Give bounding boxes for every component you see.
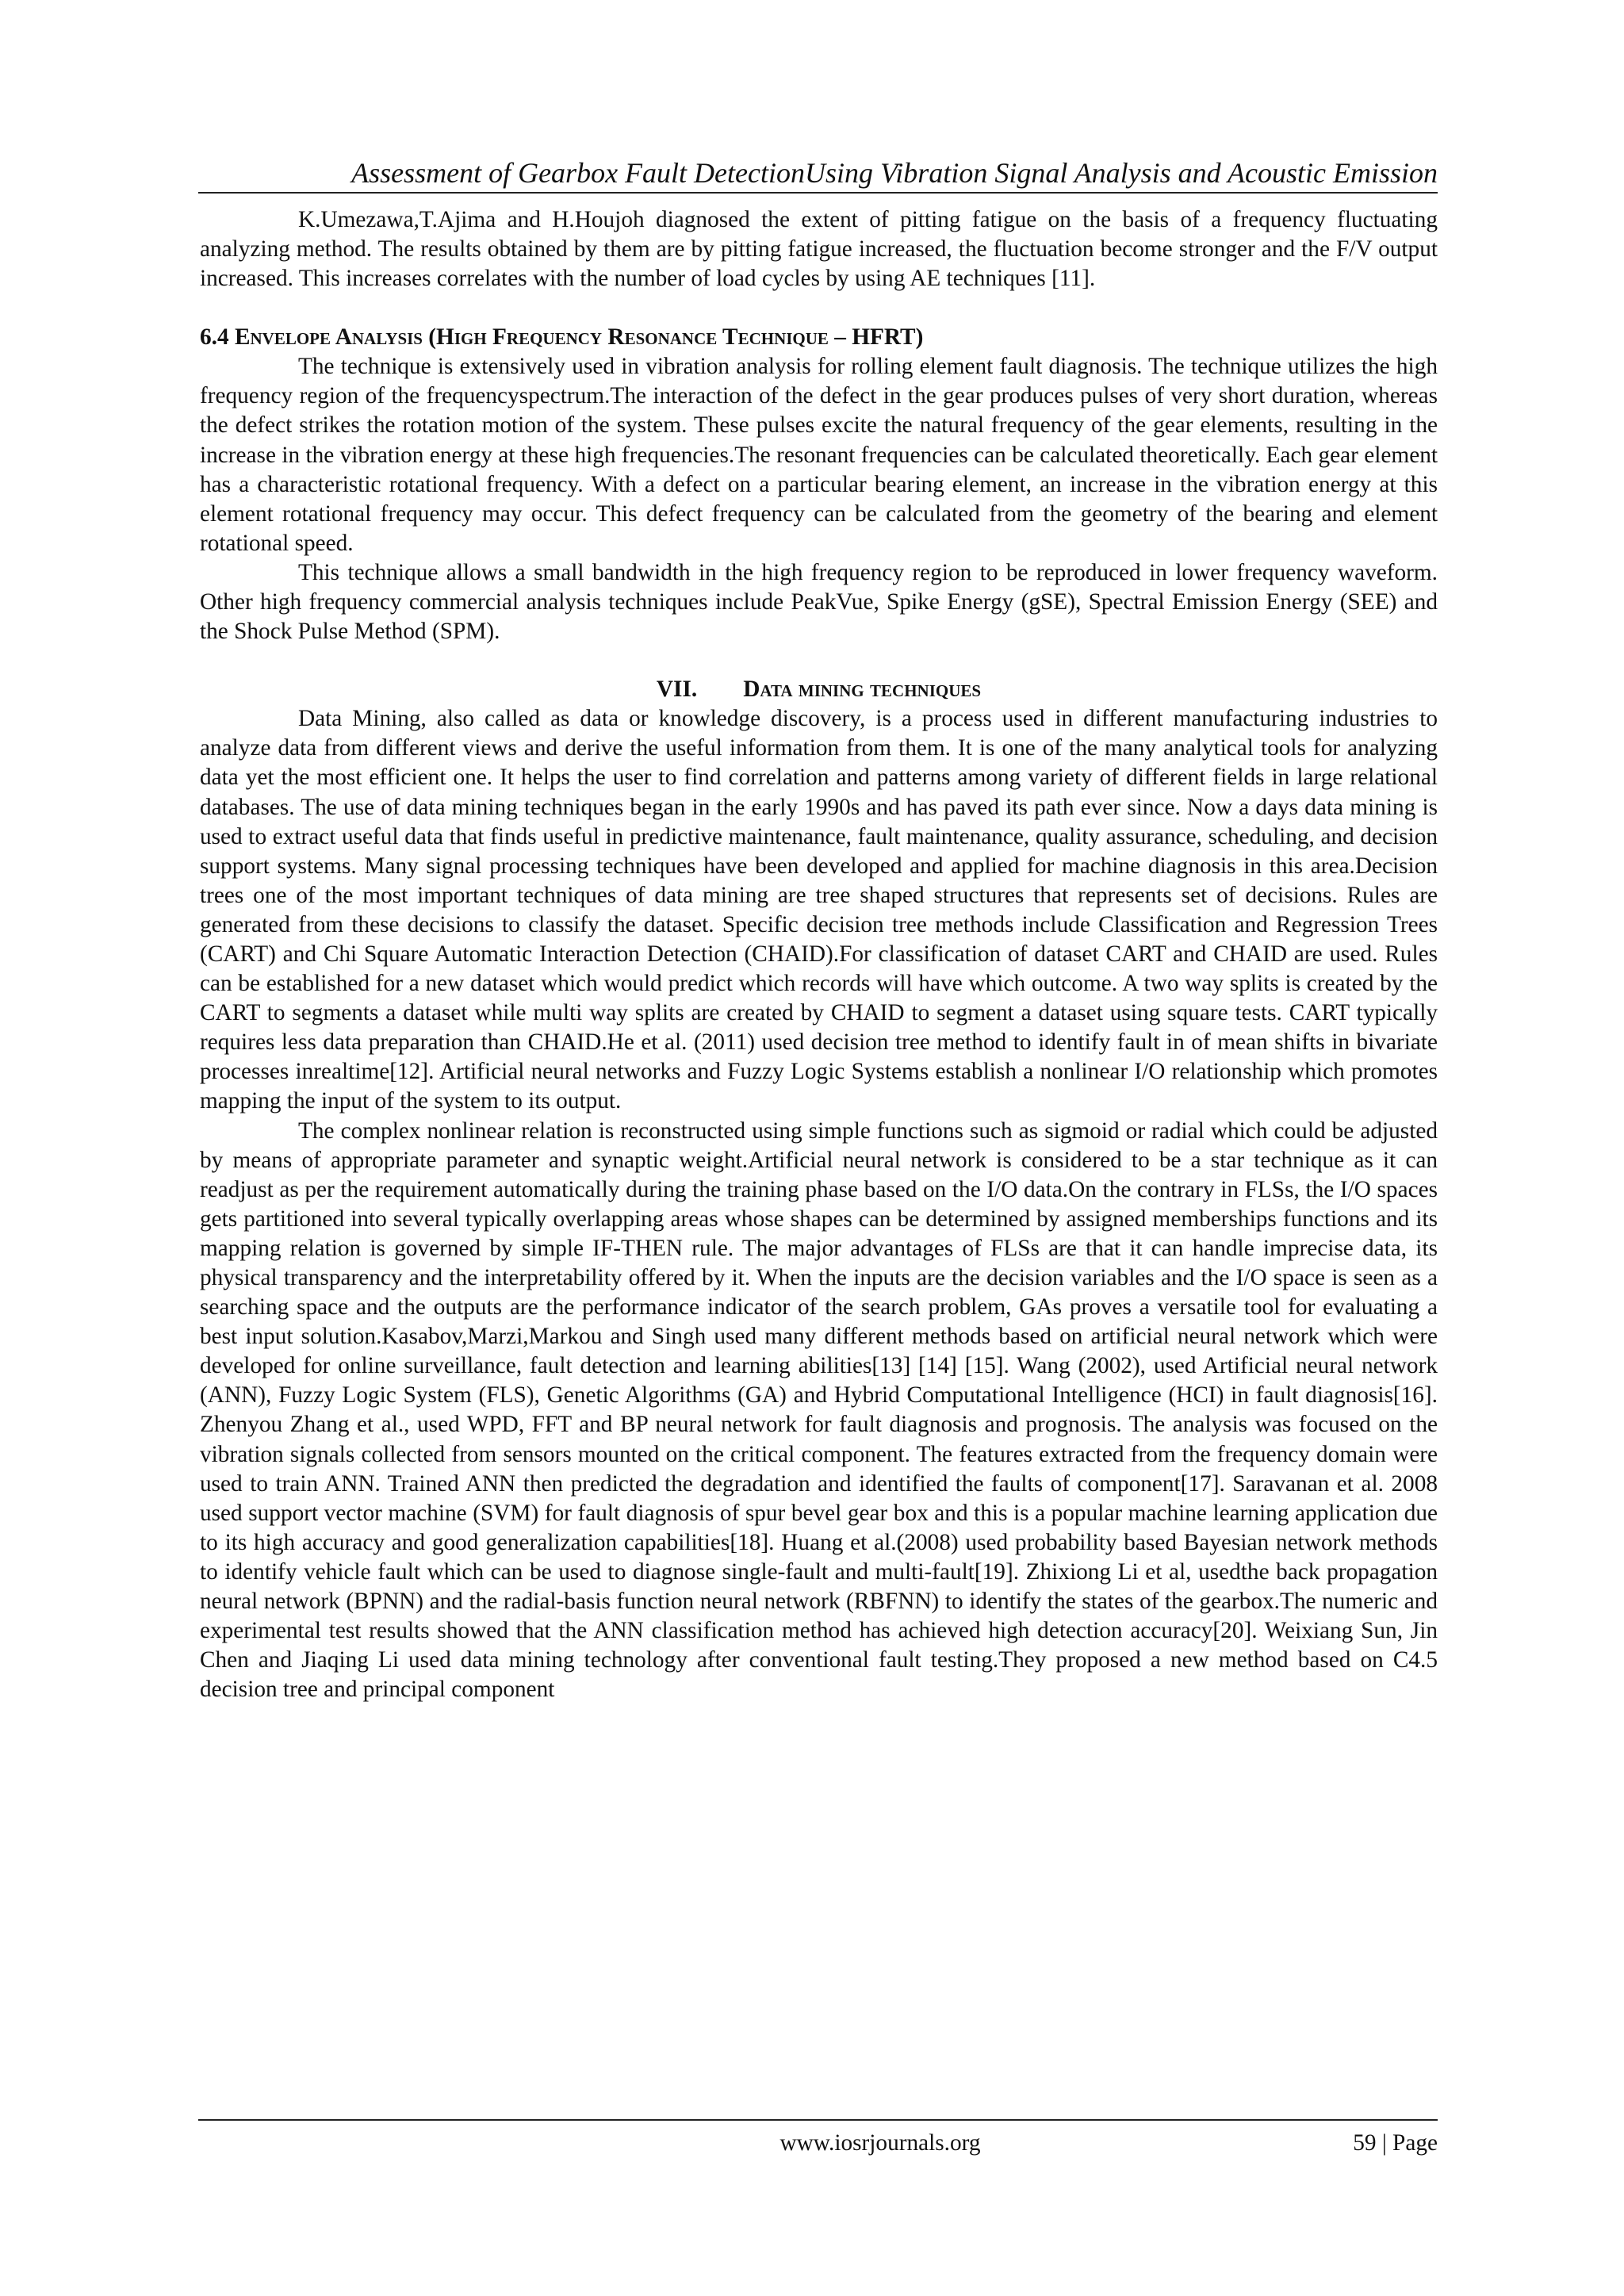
footer-rule xyxy=(198,2119,1438,2121)
paragraph-hfrt-technique: The technique is extensively used in vibration analysis for rolling element fault diagnosis. The technique utilizes the high frequency region of the frequencyspectrum.The interaction of the defect in the gear produces pulses of very short duration, whereas the defect strikes the rotation motion of the system. These pulses excite the natural frequency of the gear elements, resulting in the increase in the vibration energy at these high frequencies.The resonant frequencies can be calculated theoretically. Each gear element has a characteristic rotational frequency. With a defect on a particular bearing element, an increase in the vibration energy at this element rotational frequency may occur. This defect frequency can be calculated from the geometry of the bearing and element rotational speed. xyxy=(200,354,1438,556)
subsection-title: Envelope Analysis (High Frequency Resonance Technique – HFRT) xyxy=(234,324,924,351)
paragraph-data-mining: Data Mining, also called as data or knowledge discovery, is a process used in different manufacturing industries to analyze data from different views and derive the useful information from them. It is one of the many analytical tools for analyzing data yet the most efficient one. It helps the user to find correlation and patterns among variety of different fields in large relational databases. The use of data mining techniques began in the early 1990s and has paved its path ever since. Now a days data mining is used to extract useful data that finds useful in predictive maintenance, fault maintenance, quality assurance, scheduling, and decision support systems. Many signal processing techniques have been developed and applied for machine diagnosis in this area.Decision trees one of the most important techniques of data mining are tree shaped structures that represents set of decisions. Rules are generated from these decisions to classify the dataset. Specific decision tree methods include Classification and Regression Trees (CART) and Chi Square Automatic Interaction Detection (CHAID).For classification of dataset CART and CHAID are used. Rules can be established for a new dataset which would predict which records will have which outcome. A two way splits is created by the CART to segments a dataset while multi way splits are created by CHAID to segment a dataset using square tests. CART typically requires less data preparation than CHAID.He et al. (2011) used decision tree method to identify fault in of mean shifts in bivariate processes inrealtime[12]. Artificial neural networks and Fuzzy Logic Systems establish a nonlinear I/O relationship which promotes mapping the input of the system to its output. xyxy=(200,706,1438,1114)
section-number: VII. xyxy=(656,677,698,703)
running-header: Assessment of Gearbox Fault DetectionUsing Vibration Signal Analysis and Acoustic Emission xyxy=(351,157,1438,189)
paragraph-hfrt-bandwidth: This technique allows a small bandwidth in the high frequency region to be reproduced in lower frequency waveform. Other high frequency commercial analysis techniques include PeakVue, Spike Energy (gSE), Spectral Emission Energy (SEE) and the Shock Pulse Method (SPM). xyxy=(200,559,1438,645)
paragraph-umezawa: K.Umezawa,T.Ajima and H.Houjoh diagnosed the extent of pitting fatigue on the basis of a frequency fluctuating analyzing method. The results obtained by them are by pitting fatigue increased, the fluctuation become stronger and the F/V output increased. This increases correlates with the number of load cycles by using AE techniques [11]. xyxy=(200,207,1438,292)
paragraph-nonlinear-relation: The complex nonlinear relation is reconstructed using simple functions such as sigmoid or radial which could be adjusted by means of appropriate parameter and synaptic weight.Artificial neural network is considered to be a star technique as it can readjust as per the requirement automatically during the training phase based on the I/O data.On the contrary in FLSs, the I/O spaces gets partitioned into several typically overlapping areas whose shapes can be determined by assigned memberships functions and its mapping relation is governed by simple IF-THEN rule. The major advantages of FLSs are that it can handle imprecise data, its physical transparency and the interpretability offered by it. When the inputs are the decision variables and the I/O space is seen as a searching space and the outputs are the performance indicator of the search problem, GAs proves a versatile tool for evaluating a best input solution.Kasabov,Marzi,Markou and Singh used many different methods based on artificial neural network which were developed for online surveillance, fault detection and learning abilities[13] [14] [15]. Wang (2002), used Artificial neural network (ANN), Fuzzy Logic System (FLS), Genetic Algorithms (GA) and Hybrid Computational Intelligence (HCI) in fault diagnosis[16]. Zhenyou Zhang et al., used WPD, FFT and BP neural network for fault diagnosis and prognosis. The analysis was focused on the vibration signals collected from sensors mounted on the critical component. The features extracted from the frequency domain were used to train ANN. Trained ANN then predicted the degradation and identified the faults of component[17]. Saravanan et al. 2008 used support vector machine (SVM) for fault diagnosis of spur bevel gear box and this is a popular machine learning application due to its high accuracy and good generalization capabilities[18]. Huang et al.(2008) used probability based Bayesian network methods to identify vehicle fault which can be used to diagnose single-fault and multi-fault[19]. Zhixiong Li et al, usedthe back propagation neural network (BPNN) and the radial-basis function neural network (RBFNN) to identify the states of the gearbox.The numeric and experimental test results showed that the ANN classification method has achieved high detection accuracy[20]. Weixiang Sun, Jin Chen and Jiaqing Li used data mining technology after conventional fault testing.They proposed a new method based on C4.5 decision tree and principal component xyxy=(200,1117,1438,1703)
subsection-heading-6-4 xyxy=(200,323,1438,352)
header-rule xyxy=(198,192,1438,194)
section-heading-7 xyxy=(200,675,1438,704)
section-title: Data mining techniques xyxy=(743,677,982,703)
footer-page-number: 59 | Page xyxy=(1353,2130,1438,2156)
footer-website: www.iosrjournals.org xyxy=(779,2130,981,2156)
article-body xyxy=(200,205,1438,1704)
subsection-number: 6.4 xyxy=(200,324,229,351)
